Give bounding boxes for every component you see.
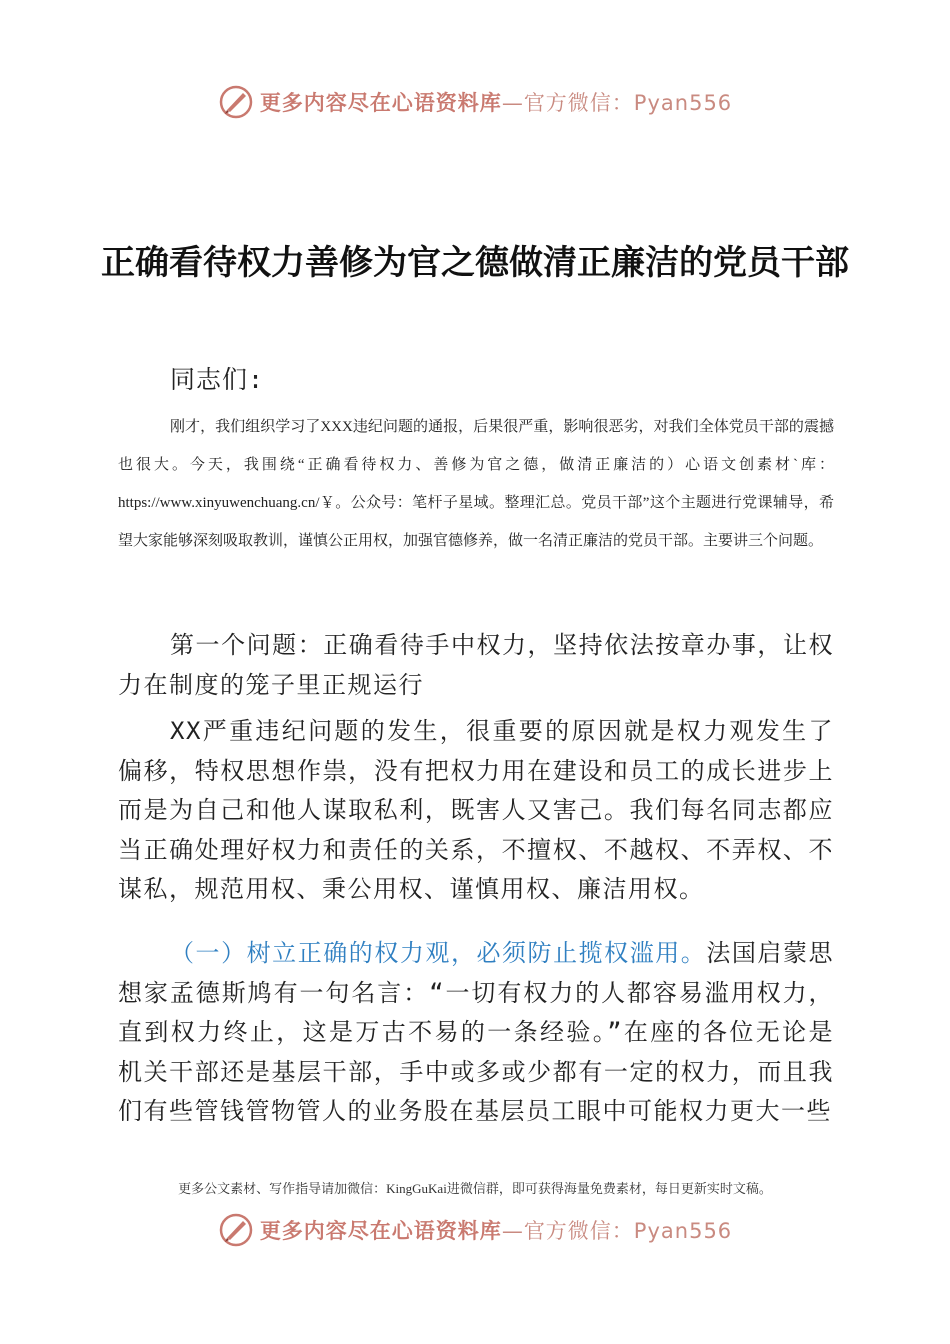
banner-text (260, 87, 732, 117)
banner-sub-text: —官方微信：Pyan556 (501, 1219, 733, 1243)
pen-logo-icon (218, 84, 254, 120)
banner-main-text: 更多内容尽在心语资料库 (259, 91, 502, 115)
header-banner (0, 80, 950, 124)
banner-main-text: 更多内容尽在心语资料库 (259, 1219, 502, 1243)
question-heading-1: 第一个问题：正确看待手中权力，坚持依法按章办事，让权力在制度的笼子里正规运行 (118, 631, 834, 699)
body-paragraph-1: XX严重违纪问题的发生，很重要的原因就是权力观发生了偏移，特权思想作祟，没有把权力用在建设和员工的成长进步上而是为自己和他人谋取私利，既害人又害己。我们每名同志都应当正确处理好权力和责任的关系，不擅权、不越权、不弄权、不谋私，规范用权、秉公用权、谨慎用权、廉洁用权。 (118, 717, 834, 903)
footer-note: 更多公文素材、写作指导请加微信：KingGuKai进微信群，即可获得海量免费素材，每日更新实时文稿。 (178, 1181, 772, 1196)
footer-banner (0, 1208, 950, 1252)
intro-paragraph: 刚才，我们组织学习了XXX违纪问题的通报，后果很严重，影响很恶劣，对我们全体党员干部的震撼也很大。今天，我围绕“正确看待权力、善修为官之德，做清正廉洁的）心语文创素材`库：https://www.xinyuwenchuang.cn/￥。公众号：笔杆子星域。整理汇总。党员干部”这个主题进行党课辅导，希望大家能够深刻吸取教训，谨慎公正用权，加强官德修养，做一名清正廉洁的党员干部。主要讲三个问题。 (118, 419, 834, 549)
salutation: 同志们: (170, 365, 265, 394)
section-heading-1: （一）树立正确的权力观，必须防止揽权滥用。 (170, 939, 707, 967)
body-paragraph-2 (118, 934, 834, 1132)
body-paragraph-2-text: 法国启蒙思想家孟德斯鸠有一句名言：“一切有权力的人都容易滥用权力，直到权力终止，这是万古不易的一条经验。”在座的各位无论是机关干部还是基层干部，手中或多或少都有一定的权力，而且我们有些管钱管物管人的业务股在基层员工眼中可能权力更大一些 (118, 939, 835, 1125)
banner-sub-text: —官方微信：Pyan556 (501, 91, 733, 115)
banner-text (260, 1215, 732, 1245)
pen-logo-icon (218, 1212, 254, 1248)
document-title: 正确看待权力善修为官之德做清正廉洁的党员干部 (101, 243, 849, 283)
